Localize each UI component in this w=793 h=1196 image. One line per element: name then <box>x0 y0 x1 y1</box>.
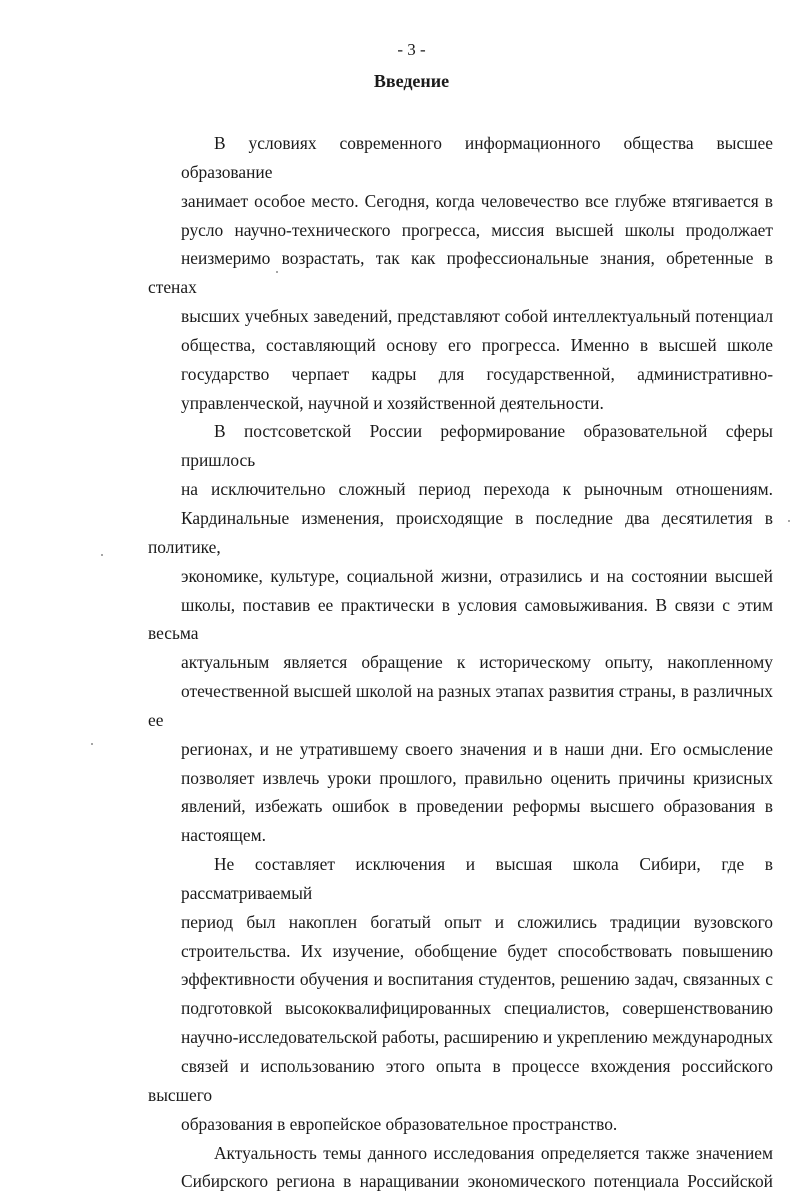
paragraph-3 <box>115 850 773 1138</box>
text-line: государство черпает кадры для государственной, административно- <box>181 363 773 384</box>
paragraph-4 <box>115 1139 773 1196</box>
text-line: управленческой, научной и хозяйственной деятельности. <box>181 392 604 413</box>
text-line: В постсоветской России реформирование образовательной сферы пришлось <box>181 421 773 471</box>
scan-artifact <box>91 743 93 745</box>
text-line: регионах, и не утратившему своего значения и в наши дни. Его осмысление <box>181 738 773 759</box>
text-line: экономике, культуре, социальной жизни, отразились и на состоянии высшей <box>181 565 773 586</box>
text-line: актуальным является обращение к историческому опыту, накопленному <box>181 652 773 673</box>
text-line: связей и использованию этого опыта в процессе вхождения российского высшего <box>148 1056 773 1105</box>
section-heading: Введение <box>373 71 450 91</box>
text-line: школы, поставив ее практически в условия самовыживания. В связи с этим весьма <box>148 594 773 644</box>
scan-artifact <box>101 554 103 556</box>
text-line: русло научно-технического прогресса, миссия высшей школы продолжает <box>181 219 773 240</box>
paragraph-1 <box>115 129 773 417</box>
text-line: настоящем. <box>181 825 266 846</box>
text-line: занимает особое место. Сегодня, когда человечество все глубже втягивается в <box>181 190 773 211</box>
text-line: общества, составляющий основу его прогресса. Именно в высшей школе <box>181 334 773 355</box>
text-line: Не составляет исключения и высшая школа Сибири, где в рассматриваемый <box>181 854 773 903</box>
text-line: эффективности обучения и воспитания студентов, решению задач, связанных с <box>181 969 773 990</box>
text-line: образования в европейское образовательное пространство. <box>181 1113 618 1134</box>
paragraph-2 <box>115 417 773 850</box>
text-line: строительства. Их изучение, обобщение будет способствовать повышению <box>181 940 773 961</box>
text-line: Кардинальные изменения, происходящие в последние два десятилетия в политике, <box>148 507 773 557</box>
scan-artifact <box>788 520 790 522</box>
text-line: позволяет извлечь уроки прошлого, правильно оценить причины кризисных <box>181 767 773 788</box>
page-number: - 3 - <box>397 40 426 59</box>
text-line: Сибирского региона в наращивании экономического потенциала Российской <box>181 1171 773 1192</box>
text-line: Актуальность темы данного исследования определяется также значением <box>214 1142 773 1163</box>
scan-artifact <box>276 271 278 273</box>
text-line: научно-исследовательской работы, расширению и укреплению международных <box>181 1027 773 1048</box>
text-line: на исключительно сложный период перехода к рыночным отношениям. <box>181 479 773 500</box>
text-line: явлений, избежать ошибок в проведении реформы высшего образования в <box>181 796 773 817</box>
text-line: В условиях современного информационного общества высшее образование <box>181 133 773 182</box>
text-line: подготовкой высококвалифицированных специалистов, совершенствованию <box>181 998 773 1019</box>
text-line: неизмеримо возрастать, так как профессиональные знания, обретенные в стенах <box>148 248 773 298</box>
document-body <box>115 129 773 1196</box>
text-line: высших учебных заведений, представляют собой интеллектуальный потенциал <box>181 306 773 327</box>
text-line: период был накоплен богатый опыт и сложились традиции вузовского <box>181 911 773 932</box>
text-line: отечественной высшей школой на разных этапах развития страны, в различных ее <box>148 681 773 730</box>
